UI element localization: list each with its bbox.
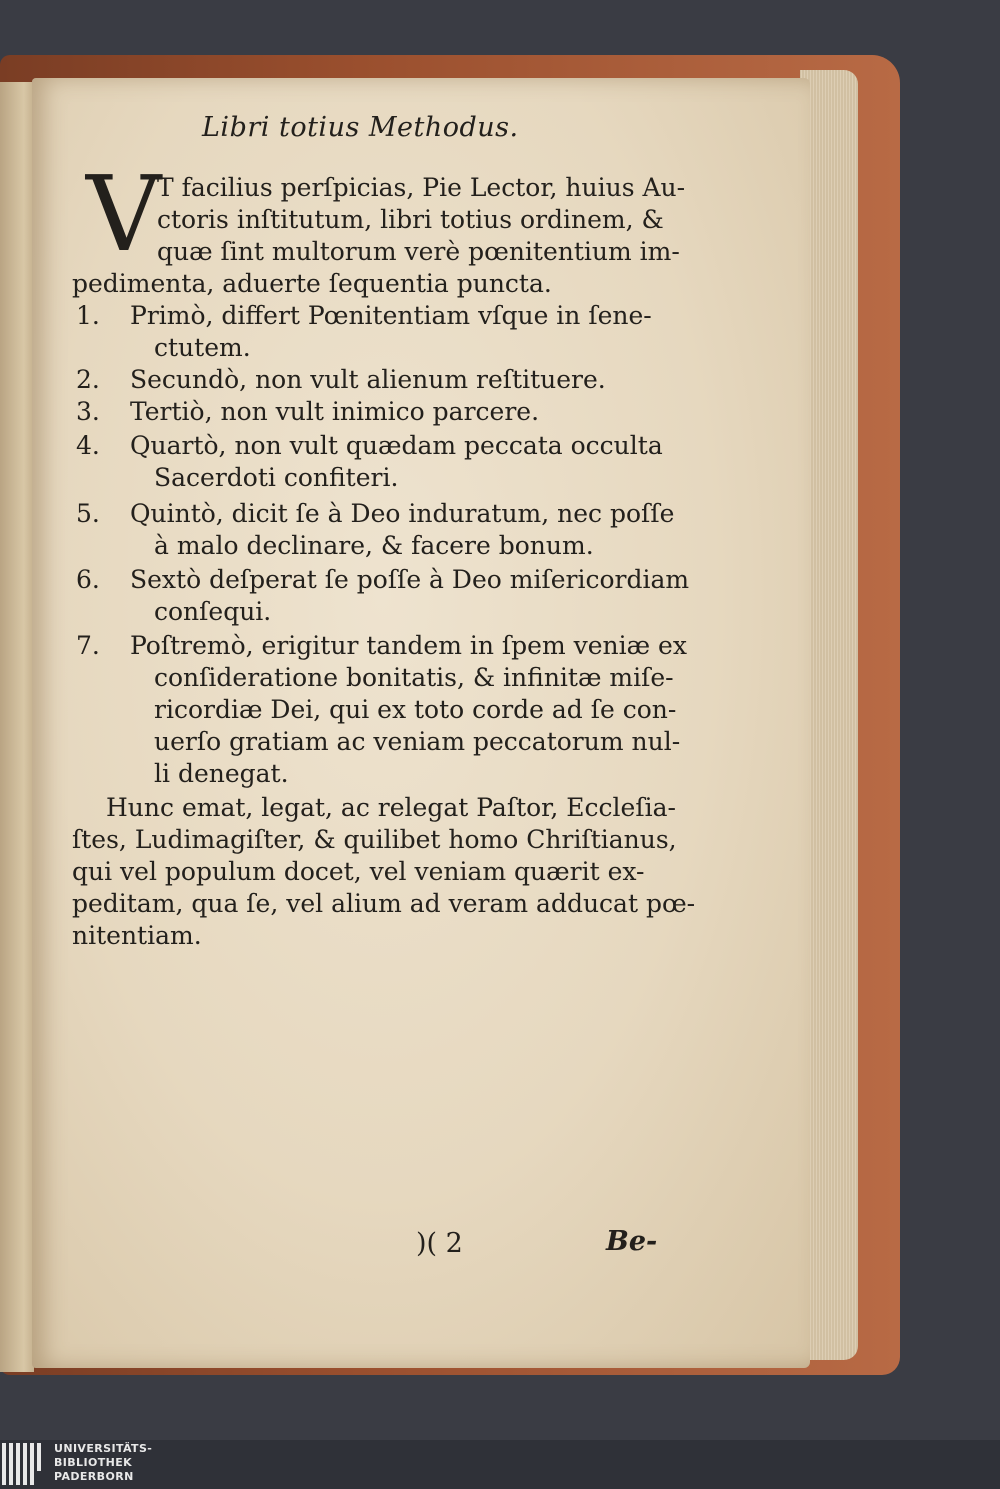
intro-line: quæ ſint multorum verè pœnitentium im- — [157, 237, 680, 266]
item-line: uerſo gratiam ac veniam peccatorum nul- — [154, 727, 681, 756]
item-line: Secundò, non vult alienum reſtituere. — [130, 365, 606, 394]
item-number: 2. — [76, 365, 100, 394]
item-line: conſequi. — [154, 597, 272, 626]
intro-line: ctoris inſtitutum, libri totius ordinem, & — [157, 205, 664, 234]
page-heading: Libri totius Methodus. — [202, 112, 519, 143]
intro-line: pedimenta, aduerte ſequentia puncta. — [72, 269, 552, 298]
item-line: à malo declinare, & facere bonum. — [154, 531, 594, 560]
drop-cap: V — [86, 153, 162, 275]
signature-mark: )( 2 — [416, 1228, 463, 1259]
library-logo-line: PADERBORN — [54, 1470, 134, 1483]
item-number: 6. — [76, 565, 100, 594]
item-line: conſideratione bonitatis, & infinitæ miſe- — [154, 663, 674, 692]
item-line: Quartò, non vult quædam peccata occulta — [130, 431, 663, 460]
closing-line: nitentiam. — [72, 921, 202, 950]
left-page-edge — [0, 82, 34, 1372]
closing-line: qui vel populum docet, vel veniam quærit ex- — [72, 857, 645, 886]
item-line: Poſtremò, erigitur tandem in ſpem veniæ ex — [130, 631, 687, 660]
closing-line: peditam, qua ſe, vel alium ad veram adducat pœ- — [72, 889, 696, 918]
catchword: Be- — [606, 1226, 658, 1257]
item-line: Primò, differt Pœnitentiam vſque in ſene- — [130, 301, 652, 330]
item-number: 1. — [76, 301, 100, 330]
closing-line: Hunc emat, legat, ac relegat Paſtor, Eccleſia- — [106, 793, 676, 822]
item-number: 5. — [76, 499, 100, 528]
item-line: Tertiò, non vult inimico parcere. — [130, 397, 540, 426]
book-page — [32, 78, 810, 1368]
item-line: Quintò, dicit ſe à Deo induratum, nec poſſe — [130, 499, 675, 528]
library-logo-text — [54, 1442, 152, 1484]
library-logo-line: BIBLIOTHEK — [54, 1456, 133, 1469]
item-line: ricordiæ Dei, qui ex toto corde ad ſe con- — [154, 695, 677, 724]
item-number: 7. — [76, 631, 100, 660]
item-number: 3. — [76, 397, 100, 426]
library-logo-bar — [0, 1440, 1000, 1489]
item-number: 4. — [76, 431, 100, 460]
item-line: ctutem. — [154, 333, 251, 362]
intro-line: T facilius perſpicias, Pie Lector, huius Au- — [157, 173, 686, 202]
item-line: Sacerdoti confiteri. — [154, 463, 399, 492]
library-logo-icon — [2, 1443, 48, 1485]
library-logo-line: UNIVERSITÄTS- — [54, 1442, 153, 1455]
item-line: li denegat. — [154, 759, 289, 788]
item-line: Sextò deſperat ſe poſſe à Deo miſericordiam — [130, 565, 690, 594]
closing-line: ſtes, Ludimagiſter, & quilibet homo Chriſtianus, — [72, 825, 677, 854]
